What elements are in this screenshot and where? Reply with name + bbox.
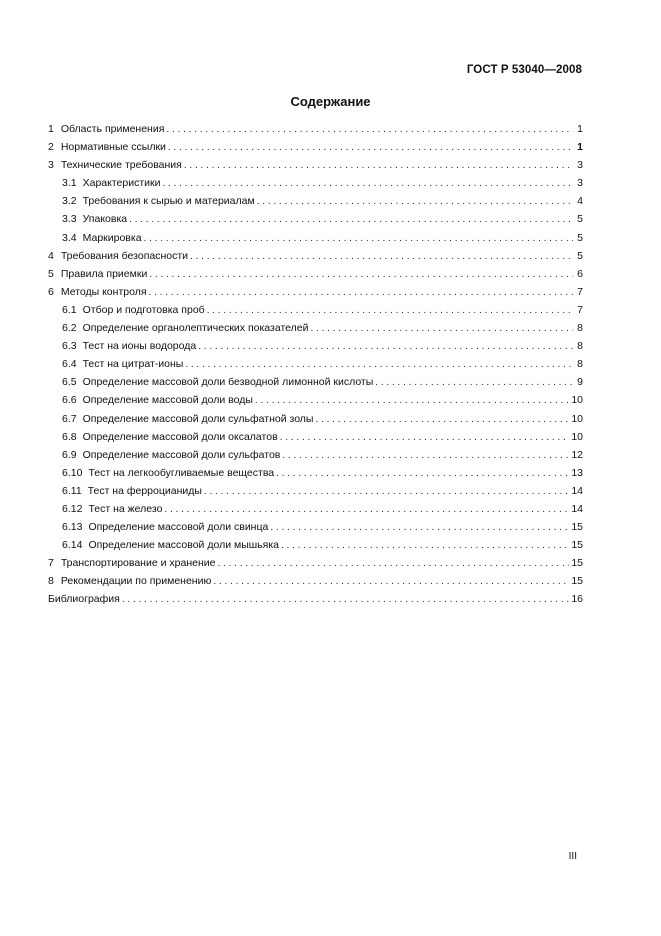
toc-entry-title: Характеристики: [82, 177, 161, 190]
toc-entry-number: 7: [48, 557, 54, 570]
toc-entry-number: 6.5: [62, 376, 77, 389]
dot-leader: [198, 338, 573, 356]
dot-leader: [149, 266, 573, 284]
toc-entry[interactable]: [48, 410, 583, 428]
standard-number: ГОСТ Р 53040—2008: [466, 64, 582, 76]
toc-entry-page: 16: [571, 593, 583, 606]
toc-entry[interactable]: [48, 174, 583, 192]
toc-entry-number: 6.13: [62, 521, 83, 534]
dot-leader: [270, 519, 569, 537]
toc-entry[interactable]: [48, 554, 583, 572]
toc-entry[interactable]: [48, 138, 583, 156]
toc-entry-title: Определение массовой доли свинца: [88, 521, 269, 534]
toc-entry-page: 8: [577, 358, 583, 371]
toc-entry-title: Определение массовой доли сульфатной золы: [82, 412, 314, 425]
toc-entry-number: 1: [48, 123, 54, 135]
toc-entry-number: 6.14: [62, 539, 83, 552]
toc-entry-page: 10: [571, 430, 583, 443]
toc-entry-page: 5: [577, 231, 583, 244]
toc-entry-title: Определение органолептических показателей: [82, 322, 309, 335]
toc-entry-number: 6.9: [62, 448, 77, 461]
dot-leader: [184, 157, 573, 175]
toc-entry-title: Отбор и подготовка проб: [82, 303, 205, 316]
toc-entry[interactable]: [48, 192, 583, 210]
toc-entry[interactable]: [48, 301, 583, 319]
toc-entry-title: Требования к сырью и материалам: [82, 195, 255, 208]
dot-leader: [255, 392, 569, 410]
toc-entry-number: 3.3: [62, 213, 77, 226]
toc-entry-page: 8: [577, 322, 583, 335]
toc-entry[interactable]: [48, 247, 583, 265]
dot-leader: [280, 429, 570, 447]
toc-entry-title: Маркировка: [82, 231, 142, 244]
toc-entry-number: 3.4: [62, 231, 77, 244]
toc-entry-title: Определение массовой доли мышьяка: [88, 539, 279, 552]
toc-entry-title: Библиография: [48, 593, 120, 606]
dot-leader: [282, 447, 569, 465]
toc-entry-page: 13: [571, 466, 583, 479]
toc-entry-number: 5: [48, 267, 54, 280]
toc-entry[interactable]: [48, 210, 583, 228]
toc-entry[interactable]: [48, 120, 583, 138]
toc-entry-page: 6: [577, 267, 583, 280]
toc-entry[interactable]: [48, 446, 583, 464]
toc-entry-page: 9: [577, 376, 583, 389]
toc-entry-page: 15: [571, 557, 583, 570]
toc-entry-page: 15: [571, 575, 583, 588]
toc-entry-number: 6.10: [62, 466, 83, 479]
dot-leader: [144, 230, 573, 248]
toc-entry[interactable]: [48, 572, 583, 590]
toc-entry-title: Технические требования: [60, 159, 182, 172]
toc-entry-page: 14: [571, 484, 583, 497]
toc-entry-title: Тест на ферроцианиды: [87, 484, 202, 497]
toc-entry-number: 6.3: [62, 340, 77, 353]
toc-entry-page: 3: [577, 177, 583, 190]
toc-entry-page: 5: [577, 249, 583, 262]
toc-entry-page: 4: [577, 195, 583, 208]
dot-leader: [149, 284, 573, 302]
toc-entry-page: 7: [577, 285, 583, 298]
toc-entry-page: 1: [577, 141, 583, 154]
toc-entry[interactable]: [48, 590, 583, 608]
toc-entry[interactable]: [48, 482, 583, 500]
dot-leader: [213, 573, 569, 591]
toc-entry-title: Требования безопасности: [60, 249, 189, 262]
toc-entry-title: Тест на железо: [88, 502, 163, 515]
dot-leader: [207, 302, 573, 320]
toc-entry-page: 3: [577, 159, 583, 172]
toc-entry-number: 4: [48, 249, 54, 262]
dot-leader: [315, 411, 569, 429]
toc-entry-page: 15: [571, 539, 583, 552]
dot-leader: [162, 175, 573, 193]
page-number: III: [568, 851, 577, 862]
toc-entry-number: 8: [48, 575, 54, 588]
toc-entry-page: 8: [577, 340, 583, 353]
toc-entry-number: 2: [48, 141, 54, 154]
toc-entry-title: Определение массовой доли оксалатов: [82, 430, 278, 443]
toc-entry-page: 14: [571, 502, 583, 515]
dot-leader: [166, 121, 573, 139]
dot-leader: [190, 248, 573, 266]
dot-leader: [204, 483, 569, 501]
dot-leader: [310, 320, 573, 338]
toc-entry-title: Тест на ионы водорода: [82, 340, 197, 353]
toc-entry-number: 6.2: [62, 322, 77, 335]
toc-entry[interactable]: [48, 518, 583, 536]
toc-entry[interactable]: [48, 373, 583, 391]
dot-leader: [276, 465, 569, 483]
dot-leader: [129, 211, 573, 229]
toc-entry-page: 1: [577, 123, 583, 135]
toc-entry-title: Определение массовой доли воды: [82, 394, 253, 407]
table-of-contents: [48, 120, 583, 609]
dot-leader: [122, 591, 569, 609]
toc-entry[interactable]: [48, 265, 583, 283]
page-title: Содержание: [290, 94, 371, 109]
toc-entry-page: 10: [571, 394, 583, 407]
toc-entry-title: Определение массовой доли сульфатов: [82, 448, 281, 461]
toc-entry-title: Правила приемки: [60, 267, 148, 280]
toc-entry-page: 15: [571, 521, 583, 534]
dot-leader: [168, 139, 573, 157]
dot-leader: [375, 374, 573, 392]
toc-entry-title: Транспортирование и хранение: [60, 557, 216, 570]
toc-entry-title: Упаковка: [82, 213, 128, 226]
toc-entry-title: Нормативные ссылки: [60, 141, 166, 154]
toc-entry-number: 6: [48, 285, 54, 298]
toc-entry[interactable]: [48, 464, 583, 482]
toc-entry-title: Методы контроля: [60, 285, 147, 298]
toc-entry[interactable]: [48, 536, 583, 554]
toc-entry-number: 6.1: [62, 303, 77, 316]
toc-entry-title: Рекомендации по применению: [60, 575, 212, 588]
toc-entry-page: 10: [571, 412, 583, 425]
toc-entry-number: 6.12: [62, 502, 83, 515]
toc-entry-number: 3.1: [62, 177, 77, 190]
toc-entry-page: 7: [577, 303, 583, 316]
toc-entry[interactable]: [48, 391, 583, 409]
toc-entry-title: Область применения: [60, 123, 165, 135]
dot-leader: [164, 501, 569, 519]
toc-entry-number: 6.8: [62, 430, 77, 443]
toc-entry[interactable]: [48, 229, 583, 247]
toc-entry-number: 6.11: [62, 484, 82, 497]
toc-entry[interactable]: [48, 500, 583, 518]
toc-entry-number: 6.7: [62, 412, 77, 425]
toc-entry-title: Определение массовой доли безводной лимонной кислоты: [82, 376, 374, 389]
toc-entry-number: 6.6: [62, 394, 77, 407]
toc-entry-page: 5: [577, 213, 583, 226]
toc-entry-title: Тест на легкообугливаемые вещества: [88, 466, 275, 479]
toc-entry-number: 6.4: [62, 358, 77, 371]
dot-leader: [257, 193, 573, 211]
toc-entry-page: 12: [571, 448, 583, 461]
toc-entry[interactable]: [48, 355, 583, 373]
toc-entry[interactable]: [48, 283, 583, 301]
toc-entry[interactable]: [48, 156, 583, 174]
toc-entry[interactable]: [48, 428, 583, 446]
toc-entry-number: 3: [48, 159, 54, 172]
toc-entry-number: 3.2: [62, 195, 77, 208]
dot-leader: [217, 555, 569, 573]
dot-leader: [185, 356, 573, 374]
toc-entry[interactable]: [48, 319, 583, 337]
dot-leader: [281, 537, 569, 555]
toc-entry-title: Тест на цитрат-ионы: [82, 358, 184, 371]
toc-entry[interactable]: [48, 337, 583, 355]
